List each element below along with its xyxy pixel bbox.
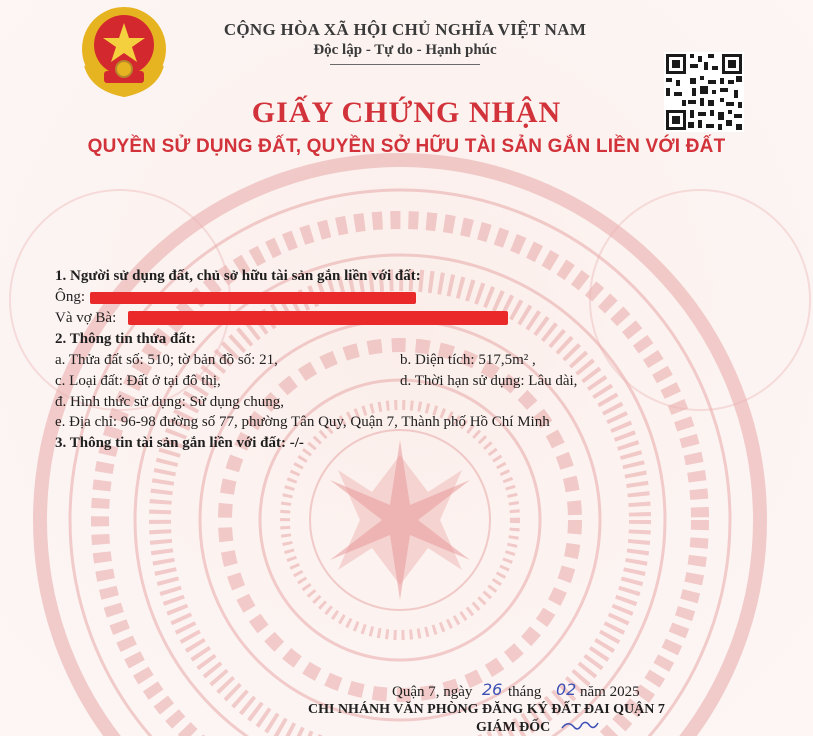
nation-name: CỘNG HÒA XÃ HỘI CHỦ NGHĨA VIỆT NAM <box>223 20 587 39</box>
section2-heading: 2. Thông tin thửa đất: <box>55 331 196 347</box>
issuing-office: CHI NHÁNH VĂN PHÒNG ĐĂNG KÝ ĐẤT ĐAI QUẬN 7 <box>308 702 665 717</box>
signature-icon <box>560 718 600 734</box>
national-motto: Độc lập - Tự do - Hạnh phúc <box>313 42 497 58</box>
certificate-title: GIẤY CHỨNG NHẬN <box>251 96 562 129</box>
land-address: e. Địa chỉ: 96-98 đường số 77, phường Tân Quy, Quận 7, Thành phố Hồ Chí Minh <box>55 414 550 430</box>
spouse-name-redaction <box>128 311 508 325</box>
usage-term: d. Thời hạn sử dụng: Lâu dài, <box>400 373 578 389</box>
date-day: 26 <box>482 680 503 699</box>
owner-name-redaction <box>90 292 416 304</box>
section1-heading: 1. Người sử dụng đất, chủ sở hữu tài sản gắn liền với đất: <box>55 268 421 284</box>
owner-label: Ông: <box>55 289 85 305</box>
month-label: tháng <box>508 684 542 700</box>
date-prefix: Quận 7, ngày <box>392 684 473 700</box>
certificate-subtitle: QUYỀN SỬ DỤNG ĐẤT, QUYỀN SỞ HỮU TÀI SẢN GẮN LIỀN VỚI ĐẤT <box>87 136 726 157</box>
date-month: 02 <box>556 680 577 699</box>
section3-heading: 3. Thông tin tài sản gắn liền với đất: -/- <box>55 435 304 451</box>
signer-position: GIÁM ĐỐC <box>476 720 551 735</box>
spouse-label: Và vợ Bà: <box>55 310 117 326</box>
motto-underline <box>330 64 480 65</box>
land-type: c. Loại đất: Đất ở tại đô thị, <box>55 373 221 389</box>
parcel-number: a. Thửa đất số: 510; tờ bản đồ số: 21, <box>55 352 278 368</box>
land-area: b. Diện tích: 517,5m² , <box>400 352 536 368</box>
date-year: năm 2025 <box>580 684 640 700</box>
national-emblem-icon <box>74 5 174 101</box>
usage-form: đ. Hình thức sử dụng: Sử dụng chung, <box>55 394 284 410</box>
